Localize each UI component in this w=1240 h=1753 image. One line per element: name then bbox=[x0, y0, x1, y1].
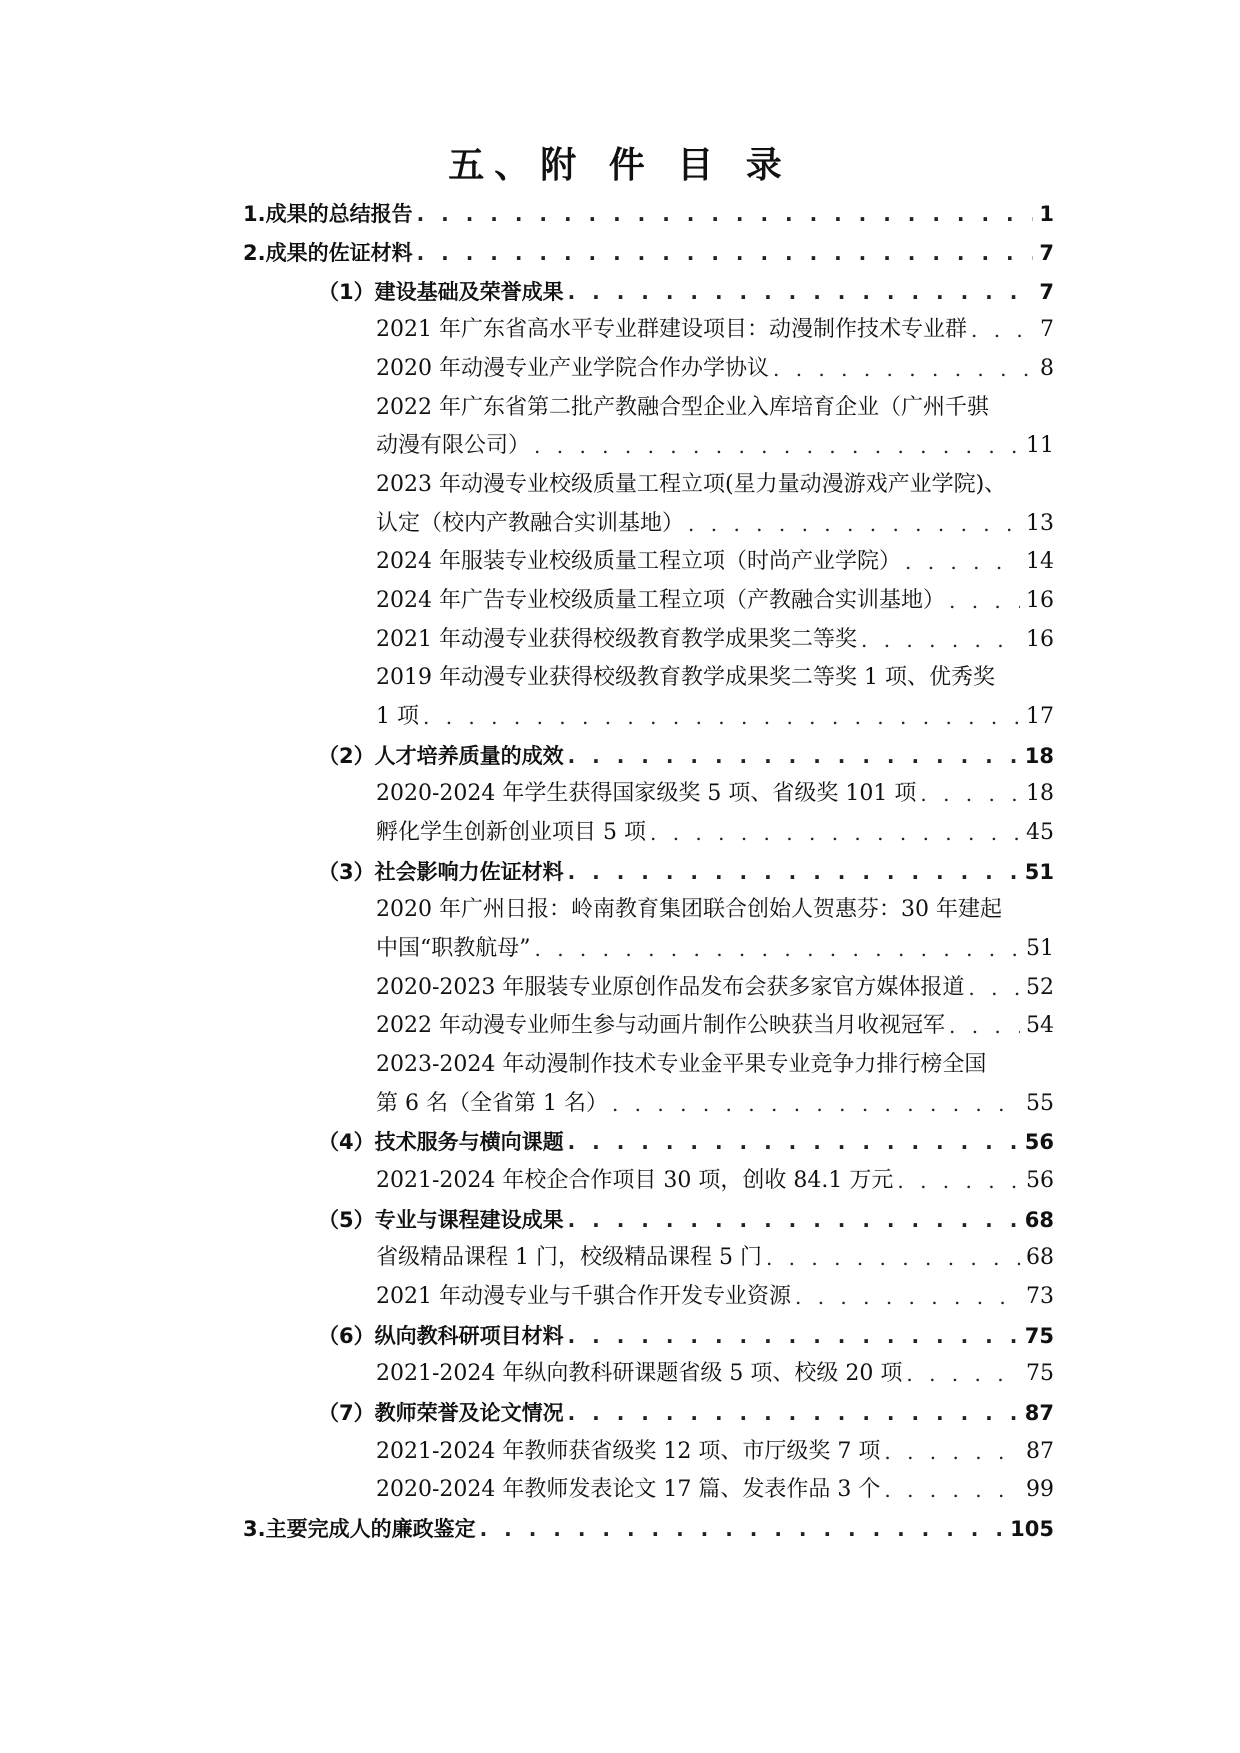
toc-entry-page: 105 bbox=[1010, 1517, 1054, 1541]
toc-item[interactable] bbox=[376, 577, 1054, 615]
toc-item[interactable] bbox=[376, 616, 1054, 654]
dot-leader bbox=[568, 858, 1019, 886]
toc-entry-page: 56 bbox=[1026, 1168, 1054, 1193]
dot-leader bbox=[568, 742, 1019, 770]
toc-entry-page: 51 bbox=[1026, 936, 1054, 961]
dot-leader bbox=[417, 239, 1034, 267]
dot-leader bbox=[773, 355, 1034, 383]
dot-leader bbox=[650, 819, 1020, 847]
toc-entry-label: （6）纵向教科研项目材料 bbox=[318, 1324, 564, 1348]
dot-leader bbox=[423, 703, 1020, 731]
dot-leader bbox=[568, 278, 1034, 306]
toc-entry-label: 2023-2024 年动漫制作技术专业金平果专业竞争力排行榜全国 bbox=[376, 1052, 987, 1077]
dot-leader bbox=[905, 548, 1020, 576]
toc-entry-page: 11 bbox=[1026, 433, 1054, 458]
dot-leader bbox=[568, 1399, 1019, 1427]
toc-entry-summary-report[interactable] bbox=[243, 190, 1054, 228]
dot-leader bbox=[480, 1515, 1005, 1543]
toc-item[interactable] bbox=[376, 1273, 1054, 1311]
toc-entry-page: 18 bbox=[1026, 781, 1054, 806]
toc-entry-page: 75 bbox=[1026, 1361, 1054, 1386]
toc-entry-label: 1 项 bbox=[376, 704, 419, 729]
toc-entry-label: 2.成果的佐证材料 bbox=[243, 241, 413, 265]
dot-leader bbox=[534, 432, 1020, 460]
toc-entry-page: 51 bbox=[1024, 860, 1054, 884]
toc-group-tech-services[interactable] bbox=[318, 1118, 1054, 1156]
dot-leader bbox=[417, 200, 1034, 228]
toc-entry-page: 7 bbox=[1040, 317, 1054, 342]
dot-leader bbox=[535, 935, 1021, 963]
toc-item[interactable] bbox=[376, 964, 1054, 1002]
toc-item[interactable] bbox=[376, 500, 1054, 538]
toc-entry-page: 87 bbox=[1026, 1439, 1054, 1464]
toc-item[interactable] bbox=[376, 1350, 1054, 1388]
toc-group-teacher-honors[interactable] bbox=[318, 1389, 1054, 1427]
dot-leader bbox=[612, 1090, 1020, 1118]
toc-entry-label: （1）建设基础及荣誉成果 bbox=[318, 280, 564, 304]
toc-entry-page: 14 bbox=[1026, 549, 1054, 574]
toc-entry-page: 7 bbox=[1039, 280, 1054, 304]
toc-entry-label: 2019 年动漫专业获得校级教育教学成果奖二等奖 1 项、优秀奖 bbox=[376, 665, 995, 690]
toc-item-line[interactable] bbox=[376, 1041, 1054, 1079]
toc-entry-page: 16 bbox=[1026, 588, 1054, 613]
toc-entry-page: 17 bbox=[1026, 704, 1054, 729]
toc-entry-integrity-assessment[interactable] bbox=[243, 1505, 1054, 1543]
toc-entry-label: 2021-2024 年校企合作项目 30 项，创收 84.1 万元 bbox=[376, 1168, 894, 1193]
toc-entry-label: 2021 年动漫专业与千骐合作开发专业资源 bbox=[376, 1284, 791, 1309]
toc-group-research-projects[interactable] bbox=[318, 1312, 1054, 1350]
toc-entry-label: 3.主要完成人的廉政鉴定 bbox=[243, 1517, 476, 1541]
toc-entry-page: 75 bbox=[1024, 1324, 1054, 1348]
dot-leader bbox=[766, 1244, 1020, 1272]
dot-leader bbox=[568, 1322, 1019, 1350]
toc-entry-label: （4）技术服务与横向课题 bbox=[318, 1130, 564, 1154]
toc-item[interactable] bbox=[376, 422, 1054, 460]
toc-item[interactable] bbox=[376, 538, 1054, 576]
dot-leader bbox=[906, 1360, 1020, 1388]
toc-entry-page: 54 bbox=[1026, 1013, 1054, 1038]
toc-entry-label: 2022 年广东省第二批产教融合型企业入库培育企业（广州千骐 bbox=[376, 395, 989, 420]
dot-leader bbox=[795, 1283, 1020, 1311]
toc-entry-label: 2021-2024 年纵向教科研课题省级 5 项、校级 20 项 bbox=[376, 1361, 903, 1386]
toc-entry-page: 7 bbox=[1039, 241, 1054, 265]
dot-leader bbox=[884, 1438, 1020, 1466]
toc-entry-page: 73 bbox=[1026, 1284, 1054, 1309]
toc-item-line[interactable] bbox=[376, 461, 1054, 499]
toc-entry-label: 2020 年动漫专业产业学院合作办学协议 bbox=[376, 356, 769, 381]
toc-entry-page: 56 bbox=[1024, 1130, 1054, 1154]
toc-entry-label: 1.成果的总结报告 bbox=[243, 202, 413, 226]
toc-entry-page: 87 bbox=[1024, 1401, 1054, 1425]
toc-item[interactable] bbox=[376, 693, 1054, 731]
toc-entry-label: 2020-2024 年教师发表论文 17 篇、发表作品 3 个 bbox=[376, 1477, 881, 1502]
toc-item[interactable] bbox=[376, 1002, 1054, 1040]
toc-group-foundation-honors[interactable] bbox=[318, 268, 1054, 306]
toc-item-line[interactable] bbox=[376, 886, 1054, 924]
toc-entry-label: （7）教师荣誉及论文情况 bbox=[318, 1401, 564, 1425]
toc-entry-label: 2023 年动漫专业校级质量工程立项(星力量动漫游戏产业学院)、 bbox=[376, 472, 1007, 497]
toc-item[interactable] bbox=[376, 1080, 1054, 1118]
toc-entry-page: 55 bbox=[1026, 1091, 1054, 1116]
toc-entry-label: 孵化学生创新创业项目 5 项 bbox=[376, 820, 646, 845]
toc-entry-page: 1 bbox=[1039, 202, 1054, 226]
toc-entry-page: 68 bbox=[1026, 1245, 1054, 1270]
toc-entry-label: 动漫有限公司） bbox=[376, 433, 531, 458]
page-title: 五、附 件 目 录 bbox=[448, 145, 792, 186]
toc-entry-page: 45 bbox=[1026, 820, 1054, 845]
toc-group-talent-cultivation[interactable] bbox=[318, 732, 1054, 770]
toc-entry-label: 2022 年动漫专业师生参与动画片制作公映获当月收视冠军 bbox=[376, 1013, 945, 1038]
toc-entry-label: （2）人才培养质量的成效 bbox=[318, 744, 564, 768]
toc-group-course-construction[interactable] bbox=[318, 1196, 1054, 1234]
dot-leader bbox=[568, 1128, 1019, 1156]
toc-item[interactable] bbox=[376, 1234, 1054, 1272]
toc-item[interactable] bbox=[376, 809, 1054, 847]
toc-entry-page: 16 bbox=[1026, 627, 1054, 652]
dot-leader bbox=[884, 1476, 1020, 1504]
toc-entry-label: （3）社会影响力佐证材料 bbox=[318, 860, 564, 884]
toc-entry-page: 18 bbox=[1024, 744, 1054, 768]
toc-entry-page: 99 bbox=[1026, 1477, 1054, 1502]
dot-leader bbox=[568, 1206, 1019, 1234]
dot-leader bbox=[897, 1167, 1020, 1195]
toc-entry-label: 2024 年服装专业校级质量工程立项（时尚产业学院） bbox=[376, 549, 901, 574]
toc-item[interactable] bbox=[376, 306, 1054, 344]
dot-leader bbox=[688, 510, 1020, 538]
toc-entry-page: 8 bbox=[1040, 356, 1054, 381]
toc-item[interactable] bbox=[376, 1157, 1054, 1195]
toc-entry-evidence-materials[interactable] bbox=[243, 229, 1054, 267]
toc-entry-label: 2021 年动漫专业获得校级教育教学成果奖二等奖 bbox=[376, 627, 857, 652]
toc-item[interactable] bbox=[376, 345, 1054, 383]
toc-item-line[interactable] bbox=[376, 654, 1054, 692]
toc-item[interactable] bbox=[376, 770, 1054, 808]
toc-entry-label: 2024 年广告专业校级质量工程立项（产教融合实训基地） bbox=[376, 588, 945, 613]
toc-item[interactable] bbox=[376, 925, 1054, 963]
dot-leader bbox=[949, 1012, 1020, 1040]
toc-item-line[interactable] bbox=[376, 384, 1054, 422]
dot-leader bbox=[861, 626, 1020, 654]
toc-entry-label: 2020-2024 年学生获得国家级奖 5 项、省级奖 101 项 bbox=[376, 781, 917, 806]
dot-leader bbox=[949, 587, 1020, 615]
toc-entry-label: 中国“职教航母” bbox=[376, 936, 531, 961]
dot-leader bbox=[971, 316, 1034, 344]
toc-entry-label: 2021-2024 年教师获省级奖 12 项、市厅级奖 7 项 bbox=[376, 1439, 881, 1464]
dot-leader bbox=[968, 974, 1020, 1002]
toc-entry-label: 2020 年广州日报：岭南教育集团联合创始人贺惠芬：30 年建起 bbox=[376, 897, 1002, 922]
toc-entry-label: 第 6 名（全省第 1 名） bbox=[376, 1091, 608, 1116]
toc-entry-page: 13 bbox=[1026, 511, 1054, 536]
dot-leader bbox=[920, 780, 1020, 808]
toc-item[interactable] bbox=[376, 1428, 1054, 1466]
toc-entry-page: 68 bbox=[1024, 1208, 1054, 1232]
toc-entry-label: 2020-2023 年服装专业原创作品发布会获多家官方媒体报道 bbox=[376, 975, 965, 1000]
toc-entry-label: 2021 年广东省高水平专业群建设项目：动漫制作技术专业群 bbox=[376, 317, 967, 342]
toc-entry-label: 认定（校内产教融合实训基地） bbox=[376, 511, 685, 536]
toc-item[interactable] bbox=[376, 1466, 1054, 1504]
toc-entry-page: 52 bbox=[1026, 975, 1054, 1000]
toc-entry-label: （5）专业与课程建设成果 bbox=[318, 1208, 564, 1232]
toc-group-social-influence[interactable] bbox=[318, 848, 1054, 886]
toc-entry-label: 省级精品课程 1 门，校级精品课程 5 门 bbox=[376, 1245, 762, 1270]
